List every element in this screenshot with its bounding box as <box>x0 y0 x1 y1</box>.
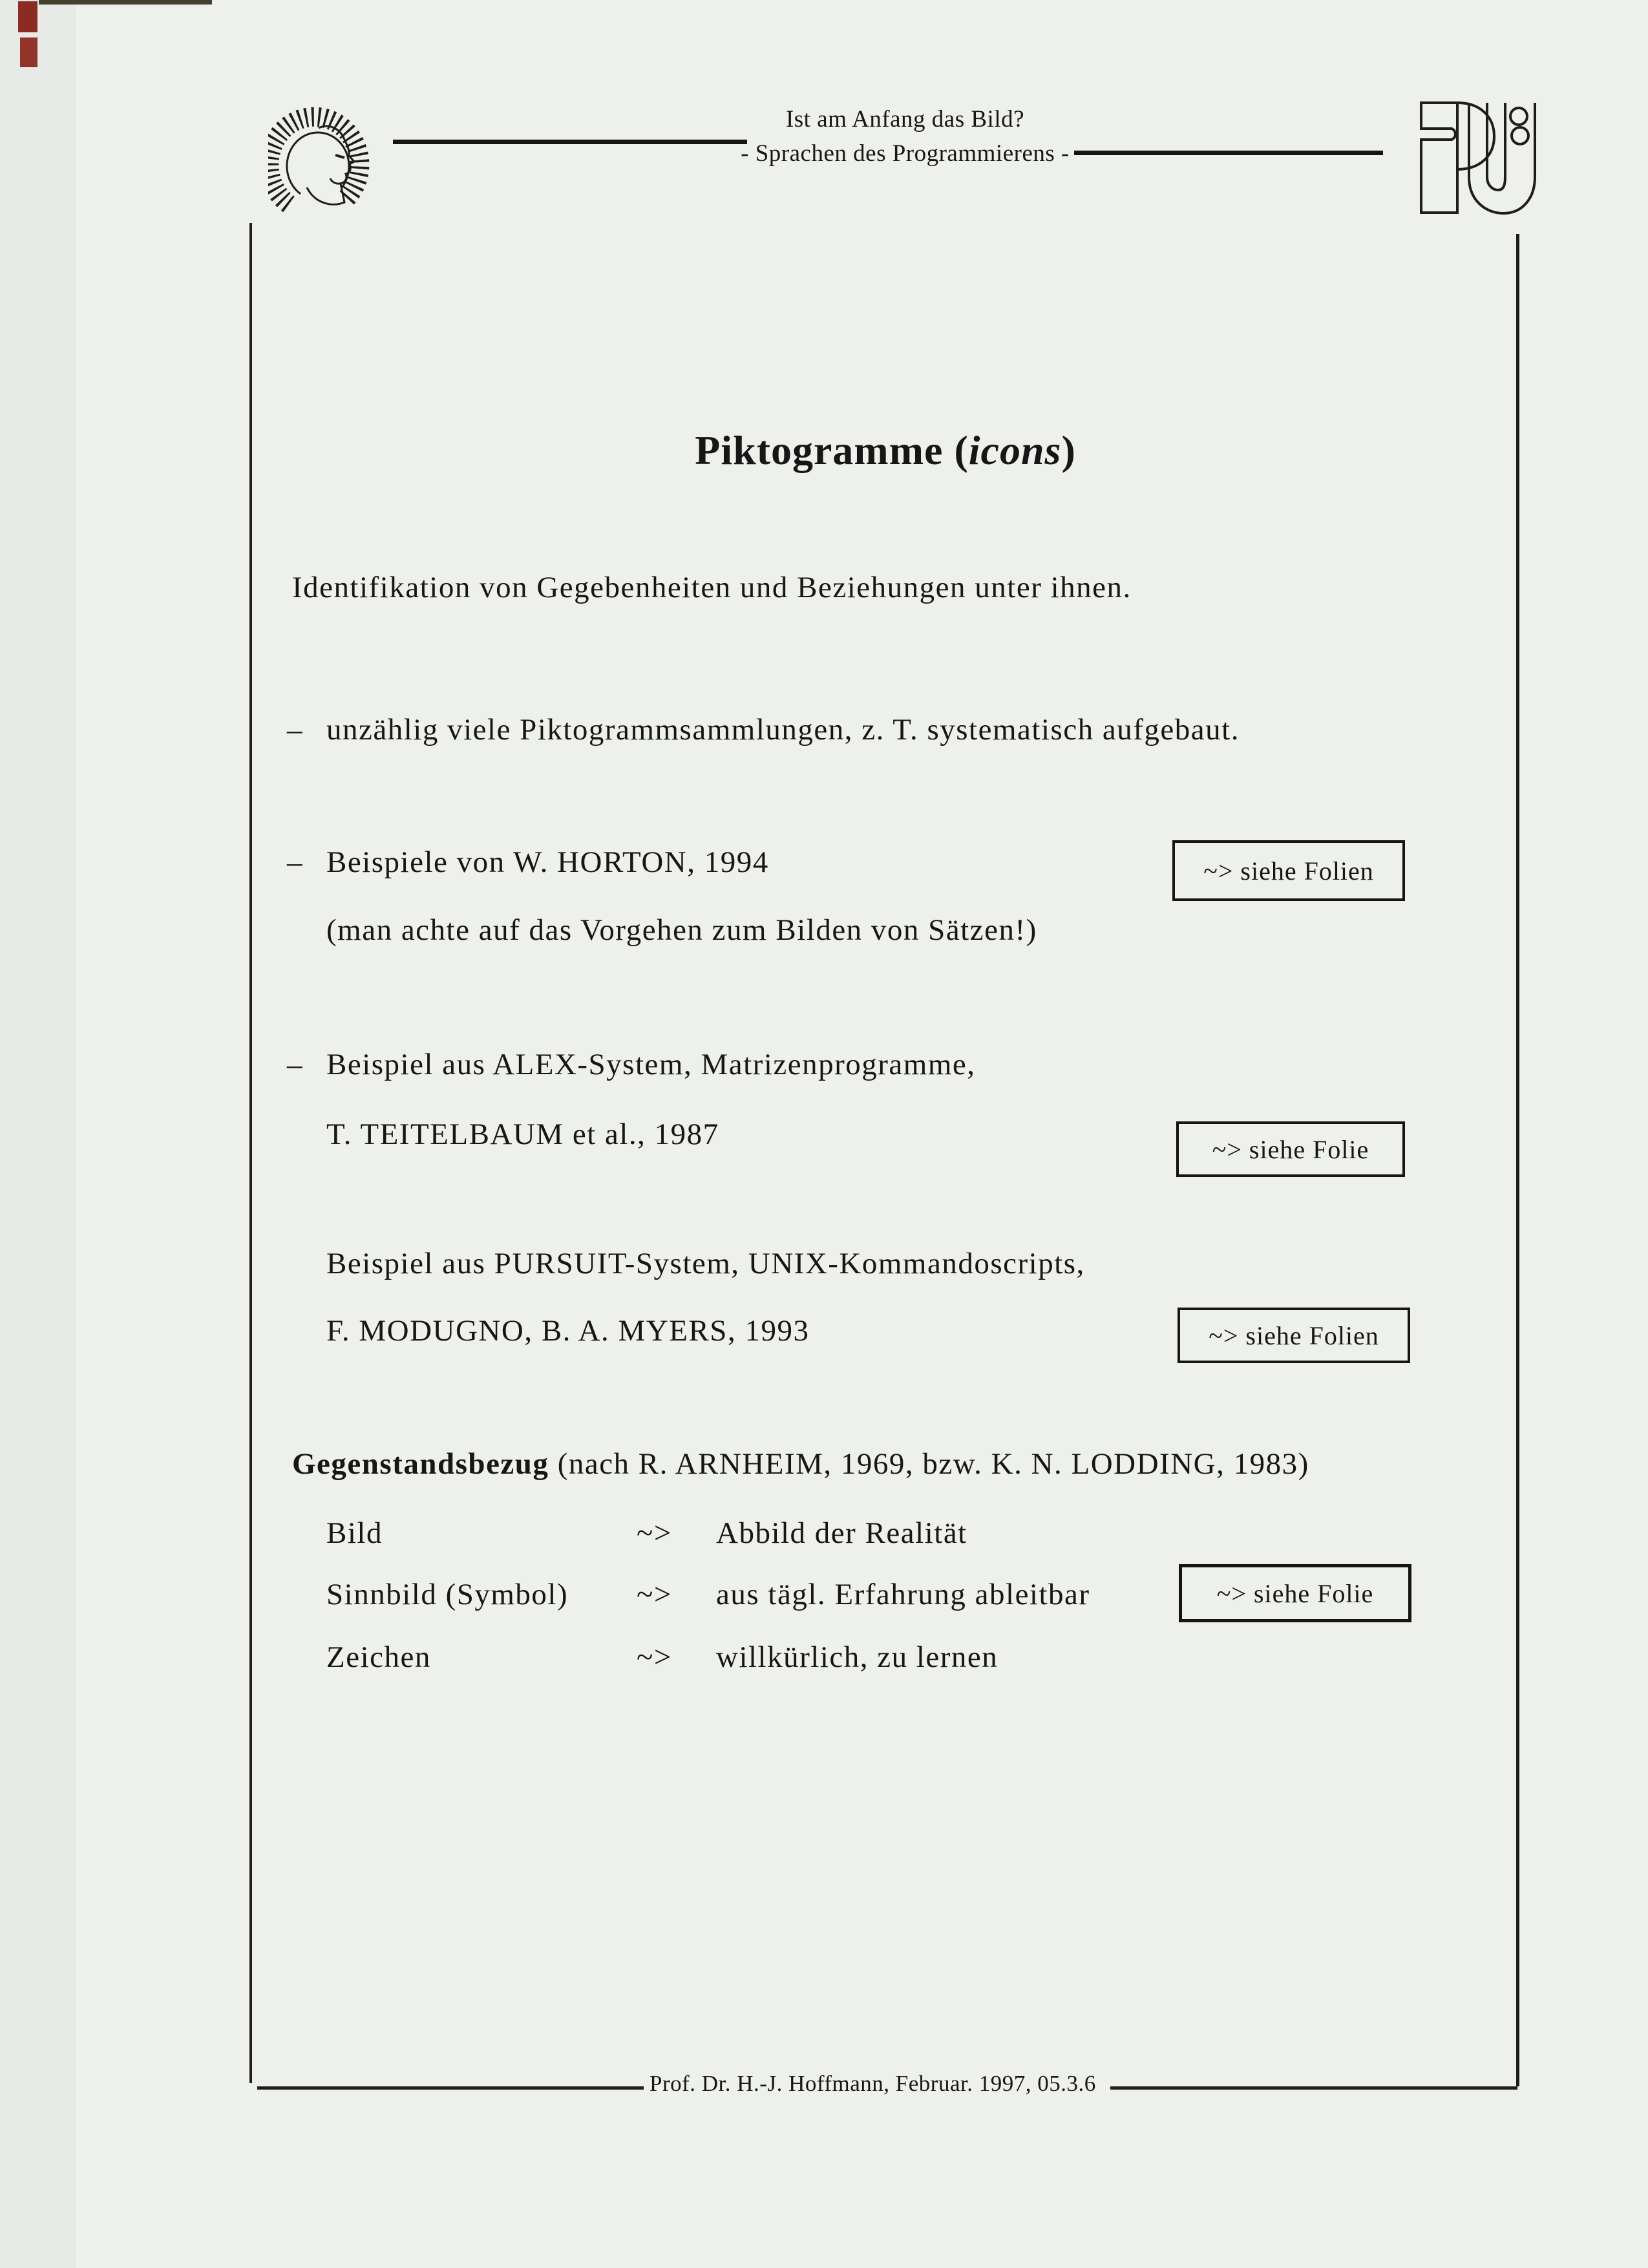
bullet-item-horton: Beispiele von W. HORTON, 1994 <box>326 845 769 879</box>
see-slide-box-alex <box>1176 1121 1405 1177</box>
gegenstandsbezug-refs: (nach R. ARNHEIM, 1969, bzw. K. N. LODDING, 1983) <box>549 1447 1309 1481</box>
see-slides-box-horton <box>1172 840 1405 901</box>
intro-paragraph: Identifikation von Gegebenheiten und Beziehungen unter ihnen. <box>292 571 1132 604</box>
bullet-item-horton-note: (man achte auf das Vorgehen zum Bilden von Sätzen!) <box>326 913 1037 947</box>
header-line-2: - Sprachen des Programmierens - <box>741 140 1070 167</box>
bullet-item-collections: unzählig viele Piktogrammsammlungen, z. T. systematisch aufgebaut. <box>326 713 1240 747</box>
arrow-glyph: ~> <box>637 1516 672 1550</box>
page-title-main: Piktogramme <box>695 427 944 473</box>
page-title-italic: icons <box>968 427 1062 473</box>
footer-author-line: Prof. Dr. H.-J. Hoffmann, Februar. 1997, 05.3.6 <box>650 2071 1096 2096</box>
content-frame-right-border <box>1516 234 1519 2086</box>
document-header-title <box>729 102 1081 171</box>
bullet-dash: – <box>287 845 303 879</box>
term-zeichen: Zeichen <box>326 1640 431 1674</box>
arrow-glyph: ~> <box>637 1578 672 1611</box>
header-rule-right <box>1074 151 1383 155</box>
pu-institute-logo <box>1402 75 1541 220</box>
definition-bild: Abbild der Realität <box>716 1516 967 1550</box>
bullet-item-pursuit-line1: Beispiel aus PURSUIT-System, UNIX-Kommandoscripts, <box>326 1247 1085 1280</box>
term-bild: Bild <box>326 1516 383 1550</box>
table-row <box>0 1516 1648 1561</box>
term-sinnbild: Sinnbild (Symbol) <box>326 1578 569 1611</box>
content-frame-bottom-border-right <box>1110 2086 1517 2090</box>
see-slides-label: ~> siehe Folien <box>1203 856 1374 885</box>
bullet-item-alex-line2: T. TEITELBAUM et al., 1987 <box>326 1118 719 1151</box>
see-slide-label: ~> siehe Folie <box>1212 1134 1369 1164</box>
content-frame-bottom-border-left <box>257 2086 644 2090</box>
bullet-dash: – <box>287 713 303 747</box>
table-row <box>0 1640 1648 1685</box>
definition-zeichen: willkürlich, zu lernen <box>716 1640 998 1674</box>
see-slides-box-pursuit <box>1178 1308 1410 1363</box>
gegenstandsbezug-heading <box>292 1447 1309 1481</box>
definition-sinnbild: aus tägl. Erfahrung ableitbar <box>716 1578 1090 1611</box>
content-frame-left-border <box>249 223 252 2083</box>
bullet-item-alex-line1: Beispiel aus ALEX-System, Matrizenprogramme, <box>326 1048 976 1081</box>
see-slides-label: ~> siehe Folien <box>1209 1320 1379 1350</box>
scan-artifact <box>18 1 37 32</box>
page-title: Piktogramme (icons) <box>695 427 1076 473</box>
see-slide-box-sinnbild <box>1179 1564 1411 1622</box>
arrow-glyph: ~> <box>637 1640 672 1674</box>
bullet-item-pursuit-line2: F. MODUGNO, B. A. MYERS, 1993 <box>326 1314 810 1348</box>
see-slide-label: ~> siehe Folie <box>1216 1578 1374 1608</box>
gegenstandsbezug-bold: Gegenstandsbezug <box>292 1447 549 1481</box>
athena-head-logo <box>268 83 379 218</box>
header-rule-left <box>393 140 747 144</box>
bullet-dash: – <box>287 1048 303 1081</box>
scan-artifact <box>39 0 212 5</box>
header-line-1: Ist am Anfang das Bild? <box>785 106 1025 132</box>
page-edge-strip <box>0 0 76 2268</box>
scan-artifact <box>20 37 37 67</box>
